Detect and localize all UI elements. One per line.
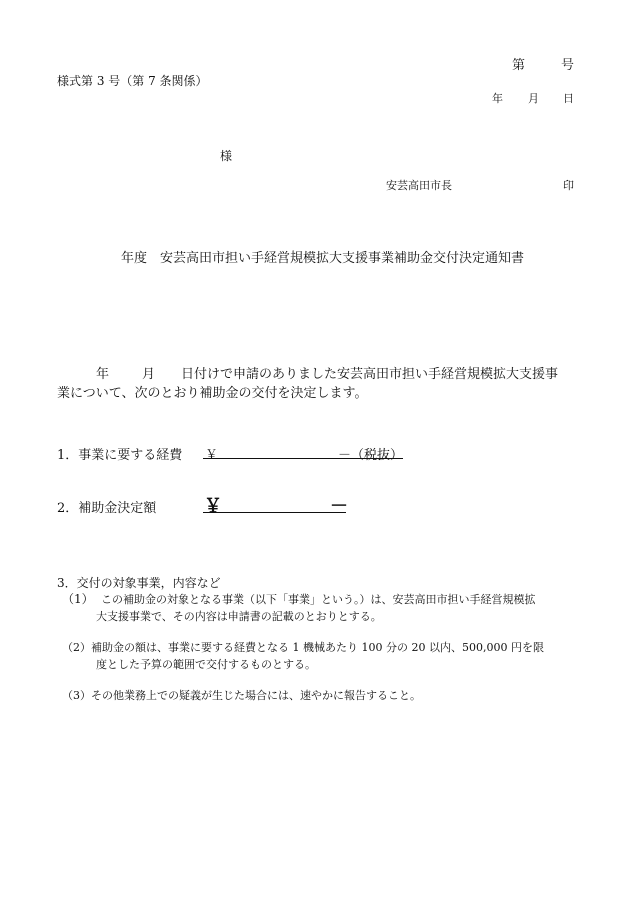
section3-heading: 3．交付の対象事業，内容など xyxy=(57,576,221,590)
form-label: 様式第 3 号（第 7 条関係） xyxy=(57,74,208,88)
item2-suffix: － xyxy=(330,496,348,517)
number-label-go: 号 xyxy=(561,58,575,73)
seal-mark: 印 xyxy=(563,179,574,192)
clause2-line2: 度とした予算の範囲で交付するものとする。 xyxy=(96,658,316,671)
clause1-line2: 大支援事業で、その内容は申請書の記載のとおりとする。 xyxy=(96,610,382,623)
date-day-label: 日 xyxy=(563,92,574,105)
number-label-dai: 第 xyxy=(512,58,526,73)
item1-yen-sign: ￥ xyxy=(205,448,219,463)
item2-underline xyxy=(203,512,346,513)
clause3-line1: （3）その他業務上での疑義が生じた場合には、速やかに報告すること。 xyxy=(62,689,421,702)
item1-suffix: －（税抜） xyxy=(338,448,404,463)
recipient-honorific: 様 xyxy=(220,149,233,163)
item1-underline xyxy=(203,458,403,459)
clause2-line1: （2）補助金の額は、事業に要する経費となる 1 機械あたり 100 分の 20 以内、500,000 円を限 xyxy=(62,641,544,654)
date-year-label: 年 xyxy=(492,92,503,105)
item2-yen-sign: ￥ xyxy=(204,496,222,517)
item1-label: 1．事業に要する経費 xyxy=(57,448,183,463)
date-month-label: 月 xyxy=(528,92,539,105)
intro-month-label: 月 xyxy=(142,367,156,382)
clause1-line1: この補助金の対象となる事業（以下「事業」という。）は、安芸高田市担い手経営規模拡 xyxy=(101,593,536,606)
clause1-number: （1） xyxy=(62,592,94,606)
intro-year-label: 年 xyxy=(96,367,110,382)
issuer-name: 安芸高田市長 xyxy=(386,179,452,192)
intro-text-line1: 日付けで申請のありました安芸高田市担い手経営規模拡大支援事 xyxy=(181,367,559,382)
intro-text-line2: 業について、次のとおり補助金の交付を決定します。 xyxy=(57,386,368,401)
item2-label: 2．補助金決定額 xyxy=(57,501,157,516)
document-title: 年度 安芸高田市担い手経営規模拡大支援事業補助金交付決定通知書 xyxy=(121,251,525,266)
